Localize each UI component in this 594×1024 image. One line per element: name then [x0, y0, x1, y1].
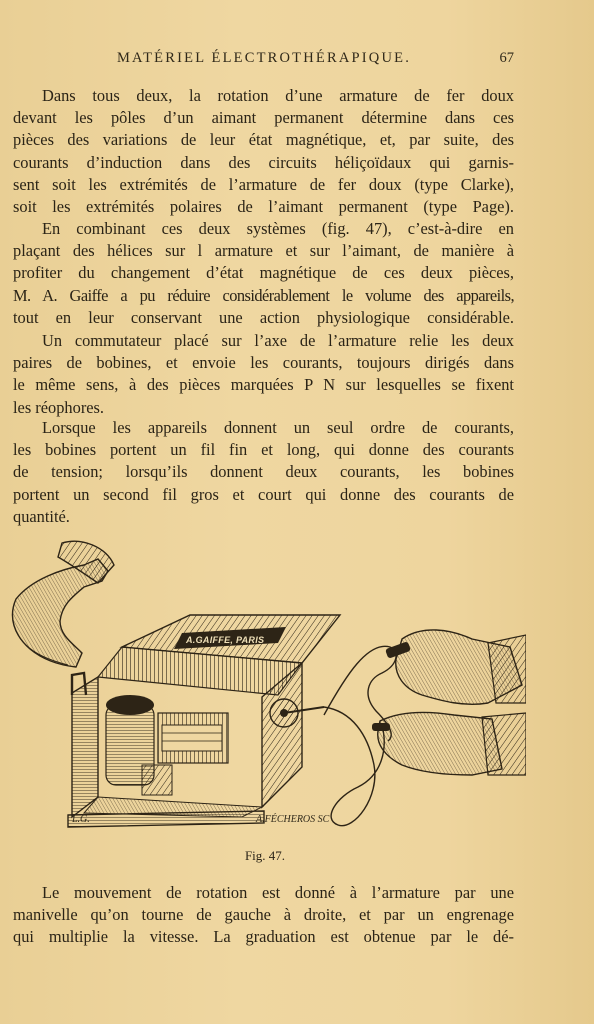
text-line: Le mouvement de rotation est donné à l’armature par une [42, 883, 514, 902]
text-line: courants d’induction dans des circuits héliçoïdaux qui garnis- [13, 152, 514, 172]
text-line: pièces des variations de leur état magnétique, et, par suite, des [13, 130, 514, 150]
paragraph-1 [13, 85, 514, 218]
text-line: portent un second fil gros et court qui donne des courants de [13, 484, 514, 504]
text-line: Lorsque les appareils donnent un seul ordre de courants, [42, 418, 514, 437]
text-line: le même sens, à des pièces marquées P N sur lesquelles se fixent [13, 375, 514, 395]
paragraph-2 [13, 218, 514, 329]
text-line: M. A. Gaiffe a pu réduire considérablement le volume des appareils, [13, 285, 514, 305]
text-line: devant les pôles d’un aimant permanent détermine dans ces [13, 108, 514, 128]
paragraph-4 [13, 417, 514, 528]
text-line: soit les extrémités polaires de l’aimant permanent (type Page). [13, 197, 514, 217]
text-line: sent soit les extrémités de l’armature de fer doux (type Clarke), [13, 174, 514, 194]
text-line: manivelle qu’on tourne de gauche à droite, et par un engrenage [13, 905, 514, 925]
engraver-mark-left: L.G. [72, 814, 90, 825]
paragraph-5 [13, 882, 514, 949]
figure-47-engraving [2, 535, 526, 845]
text-line: plaçant des hélices sur l armature et sur l’aimant, de manière à [13, 241, 514, 261]
text-line: Un commutateur placé sur l’axe de l’armature relie les deux [42, 331, 514, 350]
maker-plate-label: A.GAIFFE, PARIS [186, 635, 265, 645]
text-line: Dans tous deux, la rotation d’une armature de fer doux [42, 86, 514, 105]
page-number: 67 [499, 50, 514, 66]
text-line: les réophores. [13, 397, 105, 417]
text-line: profiter du changement d’état magnétique de ces deux pièces, [13, 263, 514, 283]
engraver-signature: A.FÉCHEROS SC [256, 814, 330, 825]
text-line: quantité. [13, 506, 70, 526]
text-line: de tension; lorsqu’ils donnent deux courants, les bobines [13, 462, 514, 482]
text-line: qui multiplie la vitesse. La graduation est obtenue par le dé- [13, 927, 514, 947]
box-left-wall [72, 677, 98, 817]
text-line: tout en leur conservant une action physiologique considérable. [13, 307, 514, 327]
figure-caption: Fig. 47. [244, 848, 286, 863]
text-line: paires de bobines, et envoie les courants, toujours dirigés dans [13, 353, 514, 373]
running-head: MATÉRIEL ÉLECTROTHÉRAPIQUE. [116, 50, 412, 66]
text-line: les bobines portent un fil fin et long, qui donne des courants [13, 440, 514, 460]
paragraph-3 [13, 330, 514, 419]
text-line: En combinant ces deux systèmes (fig. 47), c’est-à-dire en [42, 219, 514, 238]
